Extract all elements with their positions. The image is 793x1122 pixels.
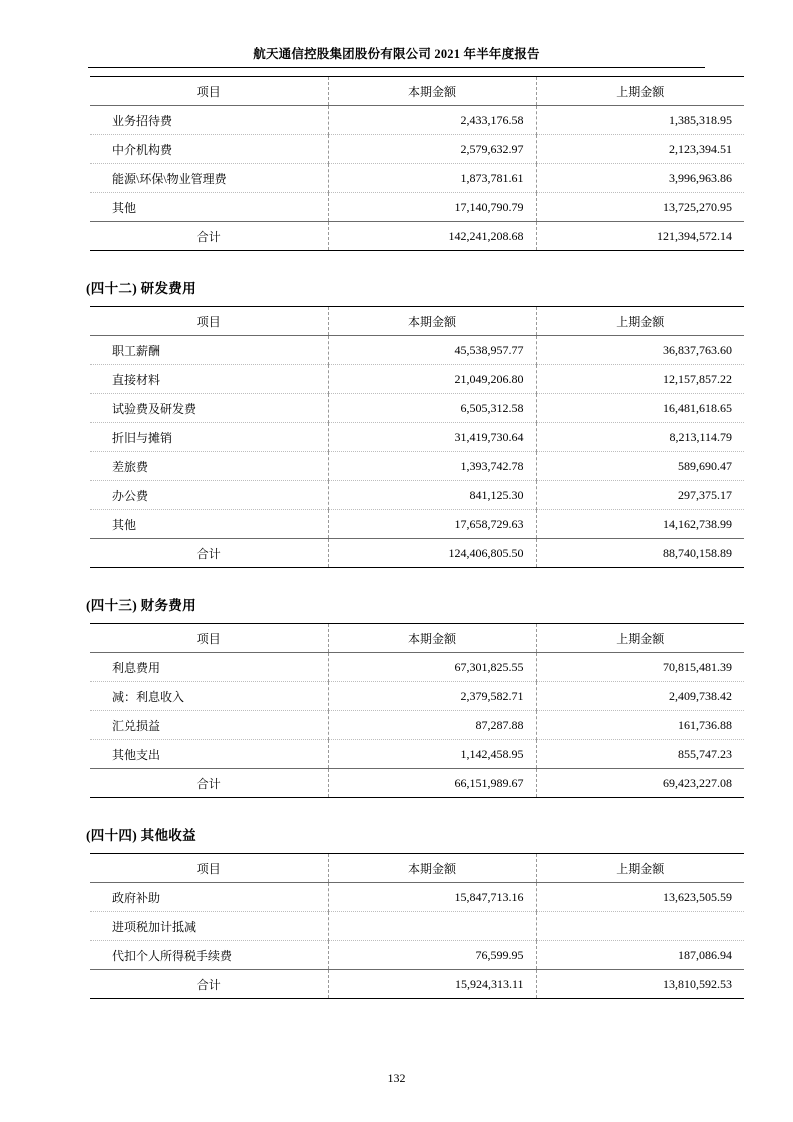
- page-header: 航天通信控股集团股份有限公司 2021 年半年度报告: [253, 47, 540, 61]
- row-current-amount: 1,873,781.61: [328, 164, 536, 193]
- row-label: 进项税加计抵减: [90, 912, 328, 941]
- row-label: 直接材料: [90, 365, 328, 394]
- table-row: [90, 394, 744, 423]
- row-current-amount: 31,419,730.64: [328, 423, 536, 452]
- table-header-row: [90, 307, 744, 336]
- page-number: 132: [387, 1071, 406, 1085]
- row-current-amount: 87,287.88: [328, 711, 536, 740]
- column-header-previous: 上期金额: [536, 77, 744, 106]
- table-row: [90, 336, 744, 365]
- row-label: 试验费及研发费: [90, 394, 328, 423]
- row-previous-amount: 589,690.47: [536, 452, 744, 481]
- table-row: [90, 653, 744, 682]
- table-row: [90, 682, 744, 711]
- total-label: 合计: [90, 970, 328, 999]
- row-previous-amount: 8,213,114.79: [536, 423, 744, 452]
- total-current-amount: 142,241,208.68: [328, 222, 536, 251]
- table-total-row: [90, 539, 744, 568]
- table-row: [90, 106, 744, 135]
- table-row: [90, 912, 744, 941]
- row-label: 利息费用: [90, 653, 328, 682]
- row-label: 中介机构费: [90, 135, 328, 164]
- row-current-amount: 45,538,957.77: [328, 336, 536, 365]
- financial-table-1: [90, 306, 744, 568]
- row-previous-amount: 1,385,318.95: [536, 106, 744, 135]
- row-current-amount: 15,847,713.16: [328, 883, 536, 912]
- row-previous-amount: 13,725,270.95: [536, 193, 744, 222]
- row-previous-amount: 855,747.23: [536, 740, 744, 769]
- column-header-item: 项目: [90, 77, 328, 106]
- row-previous-amount: 3,996,963.86: [536, 164, 744, 193]
- table-row: [90, 135, 744, 164]
- column-header-current: 本期金额: [328, 307, 536, 336]
- row-label: 差旅费: [90, 452, 328, 481]
- row-previous-amount: 187,086.94: [536, 941, 744, 970]
- table-total-row: [90, 222, 744, 251]
- row-current-amount: 6,505,312.58: [328, 394, 536, 423]
- row-current-amount: 1,142,458.95: [328, 740, 536, 769]
- total-previous-amount: 69,423,227.08: [536, 769, 744, 798]
- financial-table-0: [90, 76, 744, 251]
- total-label: 合计: [90, 222, 328, 251]
- total-current-amount: 66,151,989.67: [328, 769, 536, 798]
- table-row: [90, 452, 744, 481]
- row-current-amount: 76,599.95: [328, 941, 536, 970]
- row-label: 职工薪酬: [90, 336, 328, 365]
- column-header-previous: 上期金额: [536, 307, 744, 336]
- total-previous-amount: 13,810,592.53: [536, 970, 744, 999]
- row-previous-amount: 16,481,618.65: [536, 394, 744, 423]
- section-title-finance-expense: (四十三) 财务费用: [86, 598, 196, 613]
- row-label: 能源\环保\物业管理费: [90, 164, 328, 193]
- table-row: [90, 711, 744, 740]
- total-label: 合计: [90, 769, 328, 798]
- row-previous-amount: 297,375.17: [536, 481, 744, 510]
- row-current-amount: [328, 912, 536, 941]
- table-header-row: [90, 854, 744, 883]
- row-previous-amount: 70,815,481.39: [536, 653, 744, 682]
- table-header-row: [90, 77, 744, 106]
- row-previous-amount: [536, 912, 744, 941]
- row-label: 其他: [90, 193, 328, 222]
- column-header-current: 本期金额: [328, 854, 536, 883]
- section-title-rd-expense: (四十二) 研发费用: [86, 281, 196, 296]
- table-row: [90, 740, 744, 769]
- table-row: [90, 481, 744, 510]
- table-row: [90, 365, 744, 394]
- table-row: [90, 941, 744, 970]
- total-current-amount: 15,924,313.11: [328, 970, 536, 999]
- row-label: 减：利息收入: [90, 682, 328, 711]
- row-current-amount: 2,379,582.71: [328, 682, 536, 711]
- header-divider: [88, 67, 705, 68]
- row-current-amount: 1,393,742.78: [328, 452, 536, 481]
- financial-table-3: [90, 853, 744, 999]
- row-current-amount: 2,579,632.97: [328, 135, 536, 164]
- row-previous-amount: 36,837,763.60: [536, 336, 744, 365]
- total-label: 合计: [90, 539, 328, 568]
- column-header-item: 项目: [90, 854, 328, 883]
- row-current-amount: 17,658,729.63: [328, 510, 536, 539]
- financial-table-2: [90, 623, 744, 798]
- section-title-other-income: (四十四) 其他收益: [86, 828, 196, 843]
- table-total-row: [90, 769, 744, 798]
- row-current-amount: 2,433,176.58: [328, 106, 536, 135]
- column-header-previous: 上期金额: [536, 854, 744, 883]
- row-current-amount: 841,125.30: [328, 481, 536, 510]
- table-total-row: [90, 970, 744, 999]
- row-label: 其他支出: [90, 740, 328, 769]
- row-current-amount: 17,140,790.79: [328, 193, 536, 222]
- row-label: 政府补助: [90, 883, 328, 912]
- row-current-amount: 21,049,206.80: [328, 365, 536, 394]
- total-previous-amount: 121,394,572.14: [536, 222, 744, 251]
- row-previous-amount: 12,157,857.22: [536, 365, 744, 394]
- row-previous-amount: 2,123,394.51: [536, 135, 744, 164]
- row-label: 汇兑损益: [90, 711, 328, 740]
- column-header-item: 项目: [90, 624, 328, 653]
- table-header-row: [90, 624, 744, 653]
- row-previous-amount: 13,623,505.59: [536, 883, 744, 912]
- row-current-amount: 67,301,825.55: [328, 653, 536, 682]
- row-label: 业务招待费: [90, 106, 328, 135]
- table-row: [90, 164, 744, 193]
- row-previous-amount: 2,409,738.42: [536, 682, 744, 711]
- table-row: [90, 883, 744, 912]
- row-label: 其他: [90, 510, 328, 539]
- row-label: 代扣个人所得税手续费: [90, 941, 328, 970]
- table-row: [90, 193, 744, 222]
- column-header-current: 本期金额: [328, 77, 536, 106]
- table-row: [90, 510, 744, 539]
- total-previous-amount: 88,740,158.89: [536, 539, 744, 568]
- column-header-previous: 上期金额: [536, 624, 744, 653]
- row-label: 办公费: [90, 481, 328, 510]
- column-header-current: 本期金额: [328, 624, 536, 653]
- row-previous-amount: 161,736.88: [536, 711, 744, 740]
- row-label: 折旧与摊销: [90, 423, 328, 452]
- column-header-item: 项目: [90, 307, 328, 336]
- row-previous-amount: 14,162,738.99: [536, 510, 744, 539]
- total-current-amount: 124,406,805.50: [328, 539, 536, 568]
- table-row: [90, 423, 744, 452]
